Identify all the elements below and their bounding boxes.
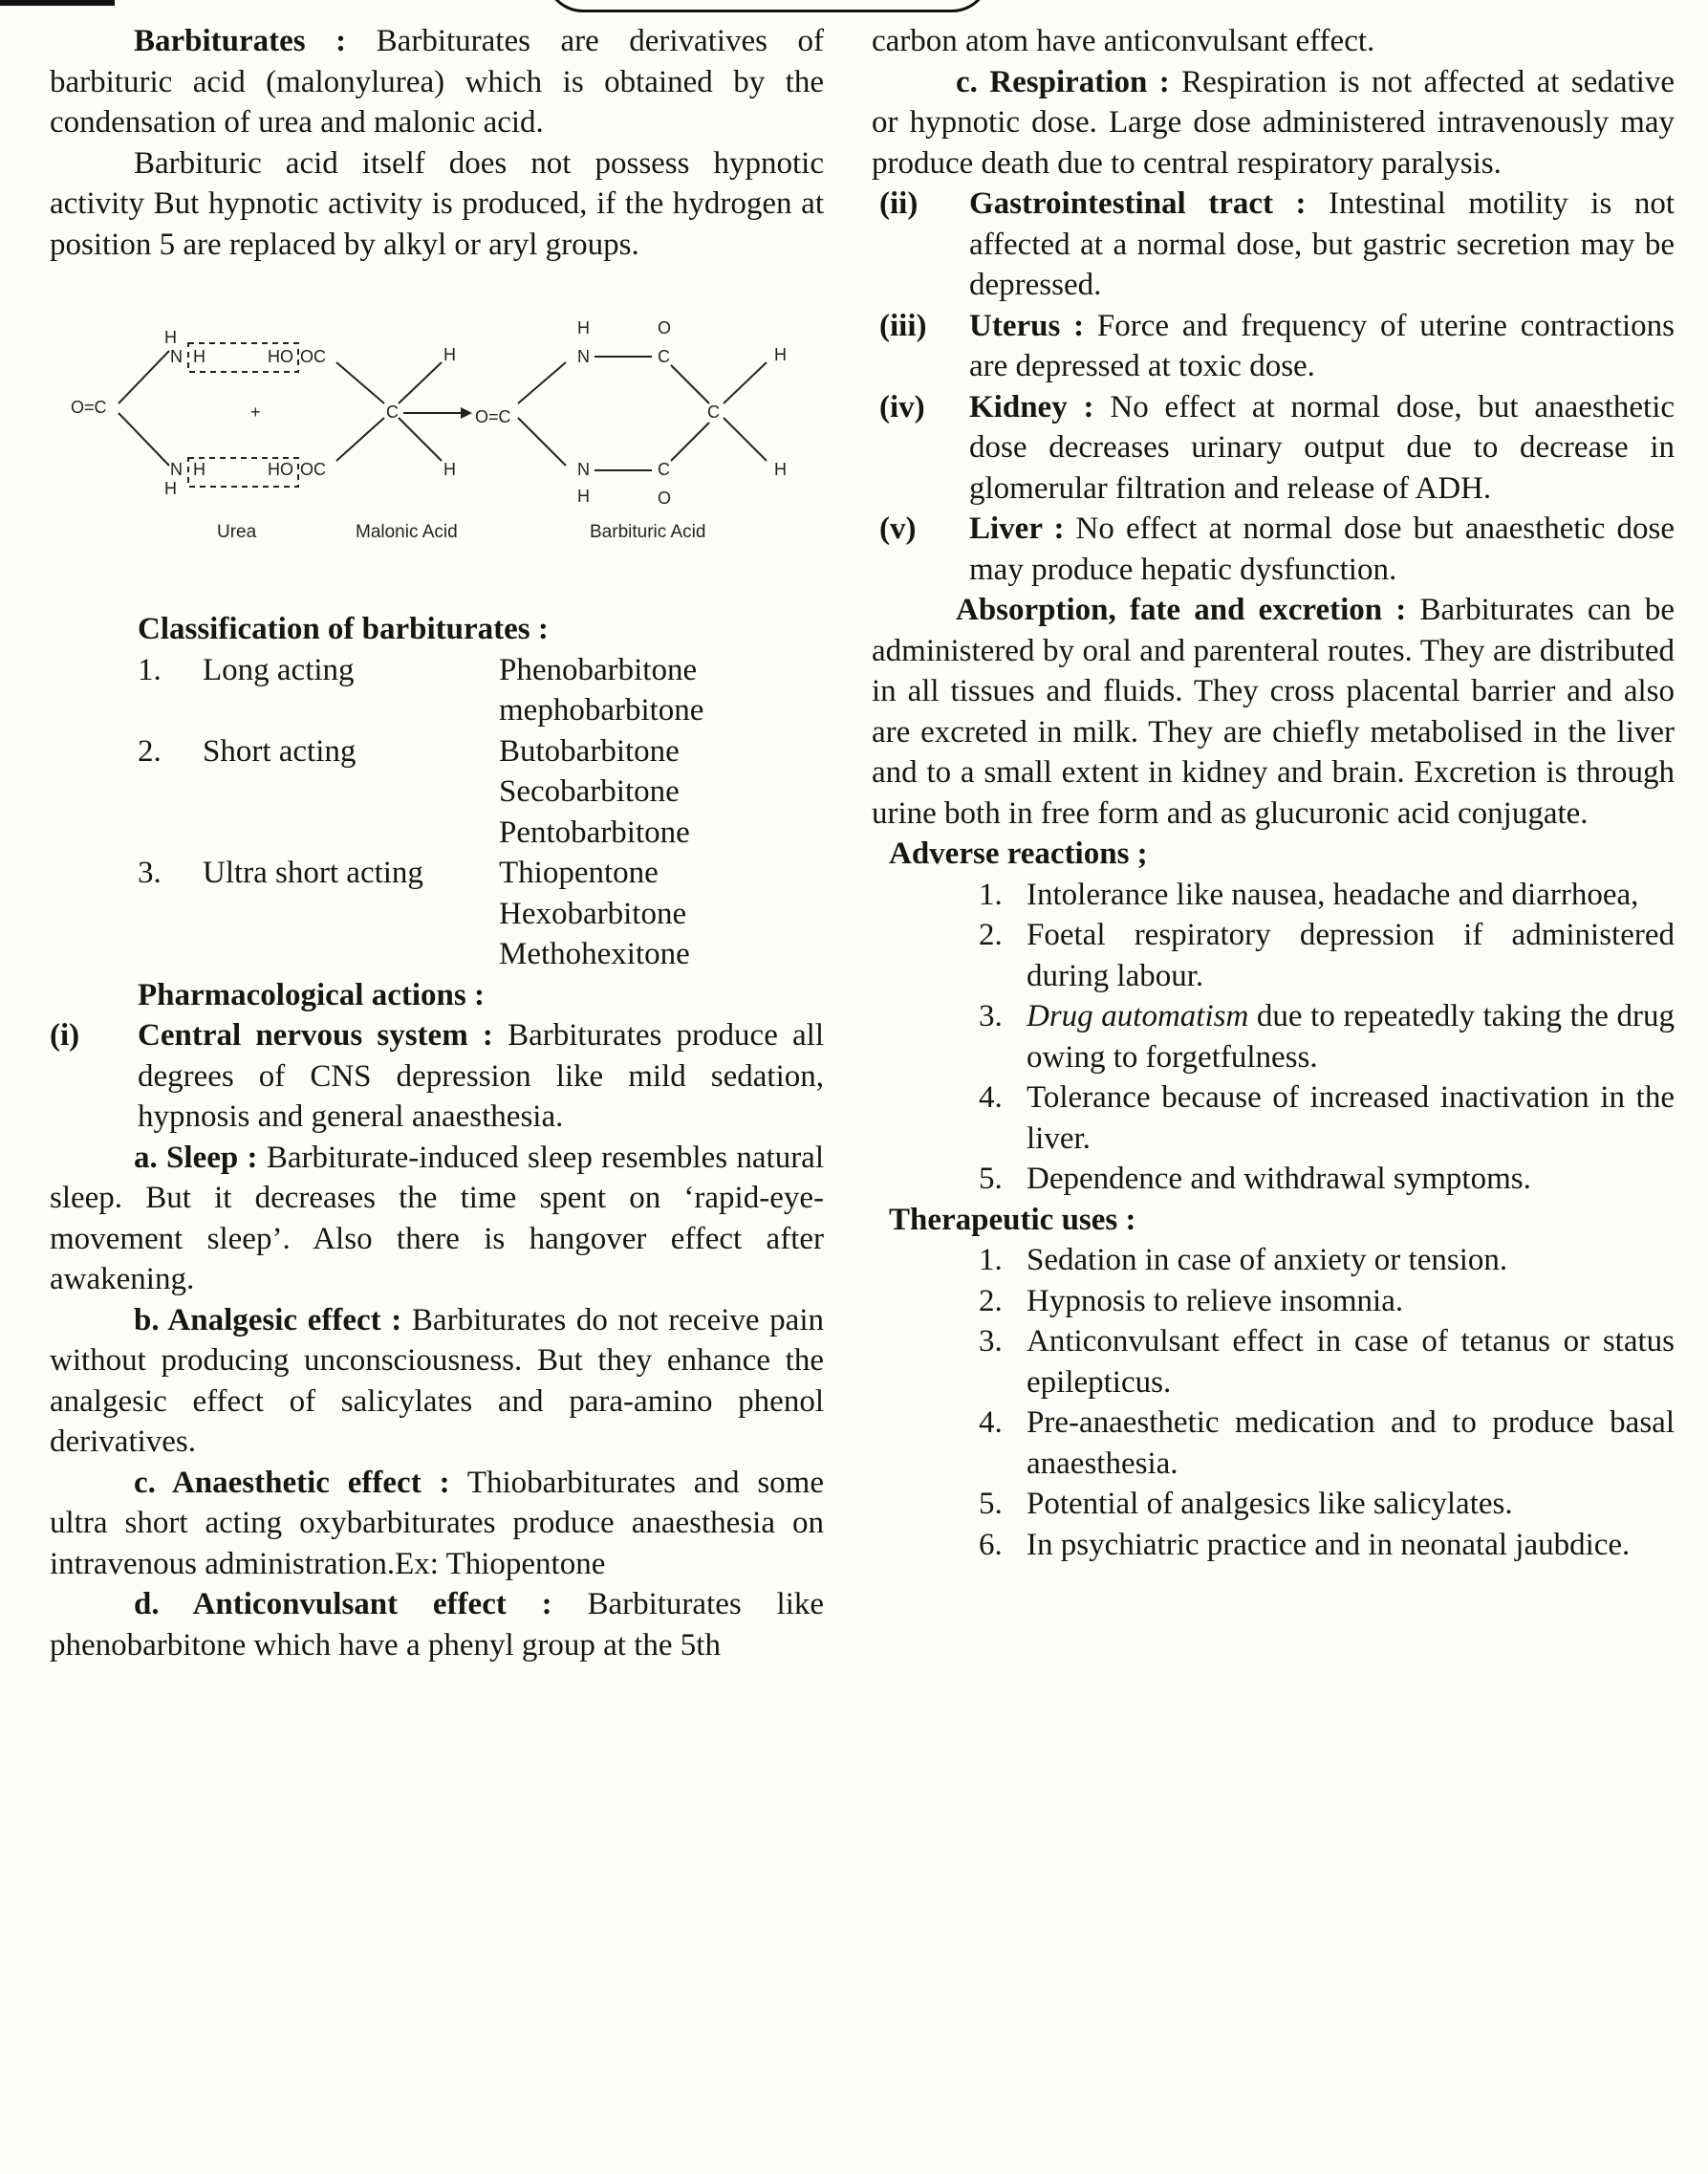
list-text: Intolerance like nausea, headache and diarrhoea, bbox=[1027, 877, 1639, 912]
organ-title: Liver : bbox=[969, 511, 1065, 546]
list-item bbox=[872, 1525, 1675, 1566]
classification-item bbox=[138, 731, 824, 854]
list-item bbox=[872, 1281, 1675, 1322]
cns-text: Barbiturates produce all degrees of CNS depression like mild sedation, hypnosis and general anaesthesia. bbox=[138, 1018, 825, 1134]
pharmacological-heading: Pharmacological actions : bbox=[138, 977, 485, 1012]
anticonvulsant-title: d. Anticonvulsant effect : bbox=[134, 1587, 552, 1621]
anaesthetic-paragraph bbox=[50, 1463, 824, 1585]
absorption-paragraph bbox=[872, 590, 1675, 834]
organ-label: (iv) bbox=[879, 389, 925, 424]
list-item bbox=[872, 1077, 1675, 1159]
svg-text:N: N bbox=[170, 347, 183, 366]
urea-structure bbox=[71, 328, 326, 498]
organ-text: No effect at normal dose but anaesthetic dose may produce hepatic dysfunction. bbox=[969, 511, 1675, 587]
svg-text:O: O bbox=[658, 489, 672, 508]
cns-label: (i) bbox=[50, 1018, 80, 1053]
drug-name: Hexobarbitone bbox=[499, 896, 687, 931]
svg-text:N: N bbox=[577, 460, 590, 479]
list-text: due to repeatedly taking the drug owing to forgetfulness. bbox=[1027, 999, 1675, 1075]
list-italic-term: Drug automatism bbox=[1027, 999, 1249, 1033]
svg-text:H: H bbox=[443, 345, 456, 364]
svg-text:H: H bbox=[577, 487, 590, 506]
right-column bbox=[872, 21, 1675, 1565]
analgesic-paragraph bbox=[50, 1300, 824, 1463]
svg-text:H: H bbox=[577, 318, 590, 337]
urea-label: Urea bbox=[217, 522, 257, 542]
classification-drugs bbox=[499, 853, 824, 975]
cns-section bbox=[50, 1015, 824, 1138]
drug-name: Thiopentone bbox=[499, 856, 659, 890]
barbituric-acid-structure bbox=[475, 318, 787, 508]
svg-text:H: H bbox=[193, 460, 205, 479]
list-number: 5. bbox=[979, 1162, 1003, 1196]
svg-text:OC: OC bbox=[300, 460, 326, 479]
svg-text:H: H bbox=[443, 460, 456, 479]
absorption-title: Absorption, fate and excretion : bbox=[956, 593, 1407, 627]
classification-kind: Long acting bbox=[203, 652, 355, 687]
organ-title: Uterus : bbox=[969, 308, 1085, 343]
list-text: Foetal respiratory depression if administered during labour. bbox=[1027, 918, 1675, 993]
anaesthetic-text: Thiobarbiturates and some ultra short acting oxybarbiturates produce anaesthesia on intravenous administration.Ex: Thiopentone bbox=[50, 1465, 824, 1581]
list-item bbox=[872, 1240, 1675, 1281]
organ-label: (v) bbox=[879, 511, 917, 546]
classification-number: 1. bbox=[138, 652, 162, 687]
classification-item bbox=[138, 853, 824, 975]
sleep-text: Barbiturate-induced sleep resembles natural sleep. But it decreases the time spent on ‘rapid-eye-movement sleep’. Also there is hangover effect after awakening. bbox=[50, 1140, 824, 1296]
svg-text:H: H bbox=[164, 328, 177, 347]
svg-text:O=C: O=C bbox=[71, 398, 107, 417]
sleep-paragraph bbox=[50, 1138, 824, 1300]
svg-text:H: H bbox=[193, 347, 205, 366]
cns-title: Central nervous system : bbox=[138, 1018, 493, 1053]
list-text: Hypnosis to relieve insomnia. bbox=[1027, 1283, 1404, 1318]
organ-text: Intestinal motility is not affected at a normal dose, but gastric secretion may be depressed. bbox=[969, 186, 1675, 302]
adverse-heading: Adverse reactions ; bbox=[889, 837, 1148, 871]
continuation-text: carbon atom have anticonvulsant effect. bbox=[872, 24, 1375, 58]
list-number: 2. bbox=[979, 1283, 1003, 1318]
intro-title: Barbiturates : bbox=[134, 24, 347, 58]
intro-paragraph-2: Barbituric acid itself does not possess hypnotic activity But hypnotic activity is produced, if the hydrogen at position 5 are replaced by alkyl or aryl groups. bbox=[50, 145, 824, 262]
svg-text:C: C bbox=[658, 460, 670, 479]
svg-text:O: O bbox=[658, 318, 672, 337]
malonic-acid-label: Malonic Acid bbox=[356, 522, 458, 542]
svg-text:HO: HO bbox=[268, 347, 293, 366]
organ-title: Gastrointestinal tract : bbox=[969, 186, 1307, 221]
list-text: Sedation in case of anxiety or tension. bbox=[1027, 1243, 1508, 1277]
intro-text: Barbiturates are derivatives of barbituric acid (malonylurea) which is obtained by the condensation of urea and malonic acid. bbox=[50, 24, 825, 140]
list-item bbox=[872, 915, 1675, 996]
organ-item-kidney bbox=[872, 387, 1675, 510]
list-item bbox=[872, 996, 1675, 1077]
list-text: Potential of analgesics like salicylates. bbox=[1027, 1487, 1513, 1521]
svg-text:C: C bbox=[707, 402, 720, 422]
list-number: 4. bbox=[979, 1080, 1003, 1115]
list-item bbox=[872, 875, 1675, 916]
svg-text:O=C: O=C bbox=[475, 407, 511, 426]
anticonvulsant-text: Barbiturates like phenobarbitone which have a phenyl group at the 5th bbox=[50, 1587, 825, 1663]
anticonvulsant-paragraph bbox=[50, 1584, 824, 1665]
svg-text:H: H bbox=[774, 460, 787, 479]
classification-list bbox=[138, 650, 824, 975]
organ-text: Force and frequency of uterine contractions are depressed at toxic dose. bbox=[969, 308, 1676, 383]
organ-label: (iii) bbox=[879, 308, 927, 343]
analgesic-text: Barbiturates do not receive pain without producing unconsciousness. But they enhance the analgesic effect of salicylates and para-amino phenol derivatives. bbox=[50, 1302, 824, 1459]
drug-name: Phenobarbitone bbox=[499, 652, 698, 687]
respiration-title: c. Respiration : bbox=[956, 64, 1170, 99]
barbituric-acid-synthesis-diagram bbox=[50, 274, 824, 609]
list-item bbox=[872, 1402, 1675, 1484]
therapeutic-list bbox=[872, 1240, 1675, 1565]
drug-name: Methohexitone bbox=[499, 937, 690, 971]
organ-item-liver bbox=[872, 509, 1675, 590]
list-number: 3. bbox=[979, 1324, 1003, 1359]
list-text: Dependence and withdrawal symptoms. bbox=[1027, 1162, 1531, 1196]
classification-kind: Short acting bbox=[203, 733, 357, 769]
header-rule bbox=[0, 0, 115, 6]
drug-name: mephobarbitone bbox=[499, 693, 704, 728]
svg-text:C: C bbox=[658, 347, 670, 366]
list-text: Tolerance because of increased inactivation in the liver. bbox=[1027, 1080, 1675, 1156]
adverse-list bbox=[872, 875, 1675, 1200]
therapeutic-heading: Therapeutic uses : bbox=[889, 1202, 1136, 1237]
respiration-text: Respiration is not affected at sedative or hypnotic dose. Large dose administered intravenously may produce death due to central respiratory paralysis. bbox=[872, 64, 1675, 181]
svg-text:OC: OC bbox=[300, 347, 326, 366]
list-item bbox=[872, 1484, 1675, 1525]
list-number: 1. bbox=[979, 877, 1003, 912]
malonic-acid-structure bbox=[336, 345, 472, 479]
intro-paragraph bbox=[50, 21, 824, 143]
classification-number: 3. bbox=[138, 856, 162, 890]
svg-text:HO: HO bbox=[268, 460, 293, 479]
organ-text: No effect at normal dose, but anaesthetic dose decreases urinary output due to decrease in glomerular filtration and release of ADH. bbox=[969, 389, 1676, 506]
list-number: 3. bbox=[979, 999, 1003, 1033]
classification-drugs bbox=[499, 731, 824, 854]
list-number: 5. bbox=[979, 1487, 1003, 1521]
list-text: In psychiatric practice and in neonatal jaubdice. bbox=[1027, 1527, 1631, 1562]
drug-name: Butobarbitone bbox=[499, 733, 680, 769]
drug-name: Pentobarbitone bbox=[499, 815, 690, 850]
classification-drugs bbox=[499, 650, 824, 731]
list-text: Pre-anaesthetic medication and to produce basal anaesthesia. bbox=[1027, 1405, 1675, 1481]
anaesthetic-title: c. Anaesthetic effect : bbox=[134, 1465, 450, 1500]
classification-item bbox=[138, 650, 824, 731]
list-text: Anticonvulsant effect in case of tetanus or status epilepticus. bbox=[1027, 1324, 1675, 1400]
sleep-title: a. Sleep : bbox=[134, 1140, 258, 1175]
svg-text:N: N bbox=[577, 347, 590, 366]
header-arc bbox=[545, 0, 990, 12]
svg-text:+: + bbox=[250, 402, 261, 422]
list-item bbox=[872, 1321, 1675, 1402]
classification-kind: Ultra short acting bbox=[203, 856, 423, 890]
svg-text:N: N bbox=[170, 460, 183, 479]
organ-item-uterus bbox=[872, 306, 1675, 387]
list-number: 2. bbox=[979, 918, 1003, 952]
svg-text:H: H bbox=[774, 345, 787, 364]
list-number: 4. bbox=[979, 1405, 1003, 1440]
organ-item-gi bbox=[872, 184, 1675, 306]
organ-title: Kidney : bbox=[969, 389, 1094, 424]
left-column bbox=[50, 21, 824, 1665]
classification-heading: Classification of barbiturates : bbox=[138, 612, 549, 646]
drug-name: Secobarbitone bbox=[499, 774, 680, 809]
classification-number: 2. bbox=[138, 733, 162, 769]
list-number: 1. bbox=[979, 1243, 1003, 1277]
svg-text:H: H bbox=[164, 479, 177, 498]
barbituric-acid-label: Barbituric Acid bbox=[590, 522, 706, 542]
list-item bbox=[872, 1159, 1675, 1200]
list-number: 6. bbox=[979, 1527, 1003, 1562]
respiration-paragraph bbox=[872, 62, 1675, 185]
svg-text:C: C bbox=[386, 402, 399, 422]
absorption-text: Barbiturates can be administered by oral and parenteral routes. They are distributed in all tissues and fluids. They cross placental barrier and also are excreted in milk. They are chiefly metabolised in the liver and to a small extent in kidney and brain. Excretion is through urine both in free form and as glucuronic acid conjugate. bbox=[872, 593, 1676, 831]
analgesic-title: b. Analgesic effect : bbox=[134, 1302, 402, 1337]
organ-label: (ii) bbox=[879, 186, 919, 221]
